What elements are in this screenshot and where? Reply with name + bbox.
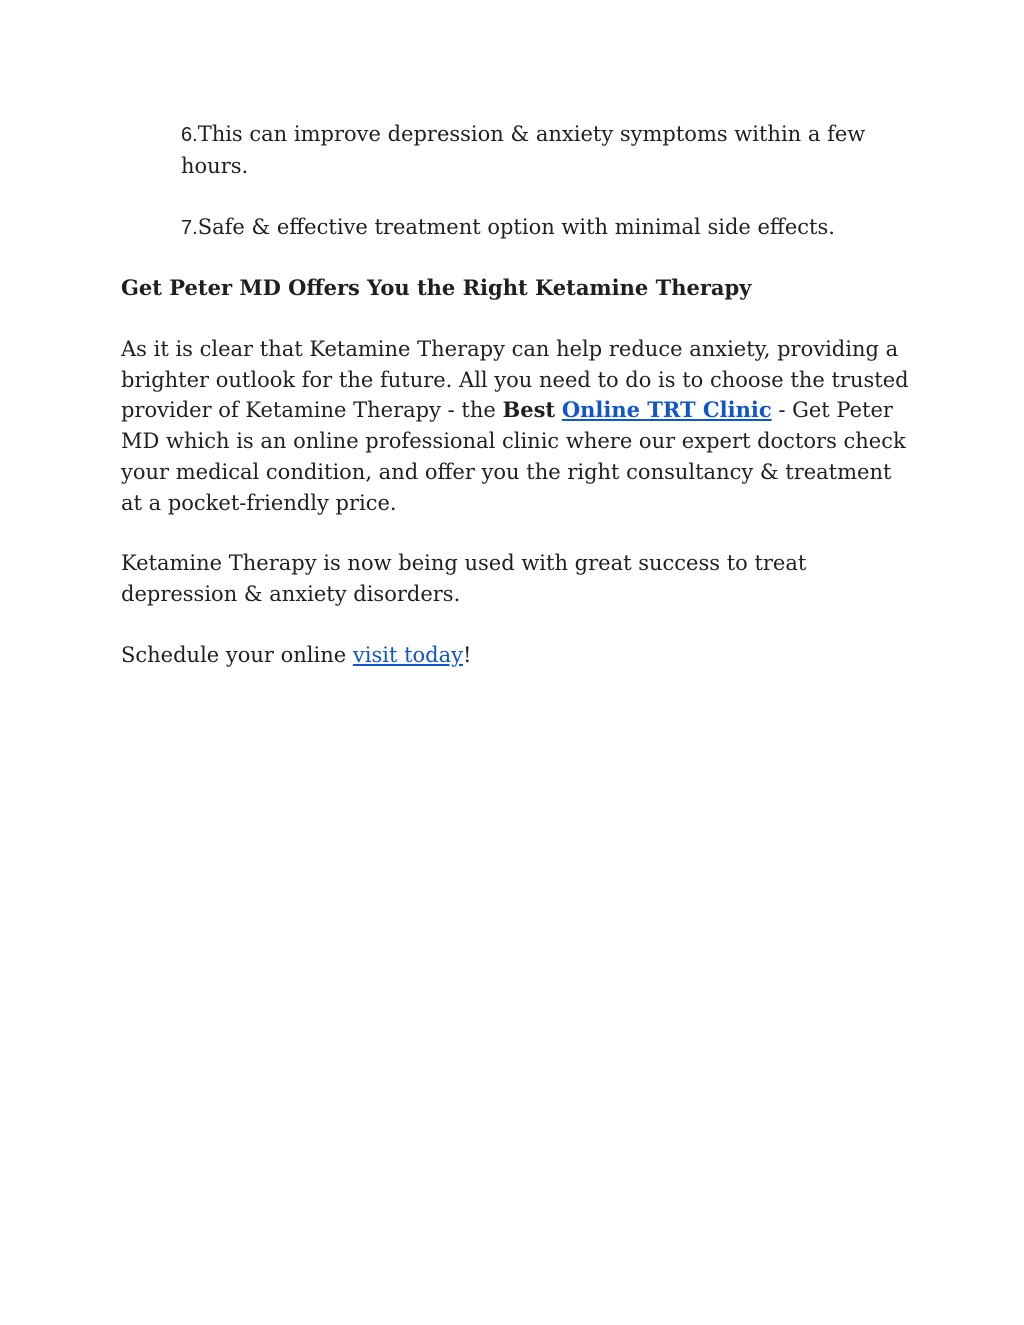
- list-number-6: 6.: [181, 124, 198, 146]
- online-trt-clinic-link[interactable]: Online TRT Clinic: [561, 397, 772, 423]
- schedule-exclamation: !: [462, 643, 472, 667]
- paragraph-intro: [121, 334, 911, 518]
- best-label: Best: [502, 397, 556, 423]
- paragraph-success: Ketamine Therapy is now being used with great success to treat depression & anxiety disorders.: [121, 551, 807, 606]
- list-text-7: Safe & effective treatment option with minimal side effects.: [197, 215, 835, 239]
- list-item-7: [181, 212, 871, 244]
- list-number-7: 7.: [181, 217, 198, 239]
- section-heading: Get Peter MD Offers You the Right Ketamine Therapy: [121, 275, 752, 300]
- visit-today-link[interactable]: visit today: [352, 643, 463, 667]
- list-text-6: This can improve depression & anxiety symptoms within a few hours.: [181, 122, 866, 178]
- paragraph-schedule: [121, 640, 911, 671]
- schedule-text: Schedule your online: [121, 643, 353, 667]
- list-item-6: [181, 119, 871, 182]
- paragraph-intro-text: As it is clear that Ketamine Therapy can help reduce anxiety, providing a brighter outlook for the future. All you need to do is to choose the trusted provider of Ketamine Therapy - the: [121, 337, 909, 423]
- paragraph-intro-tail: - Get Peter MD which is an online professional clinic where our expert doctors check your medical condition, and offer you the right consultancy & treatment at a pocket-friendly price.: [121, 398, 906, 515]
